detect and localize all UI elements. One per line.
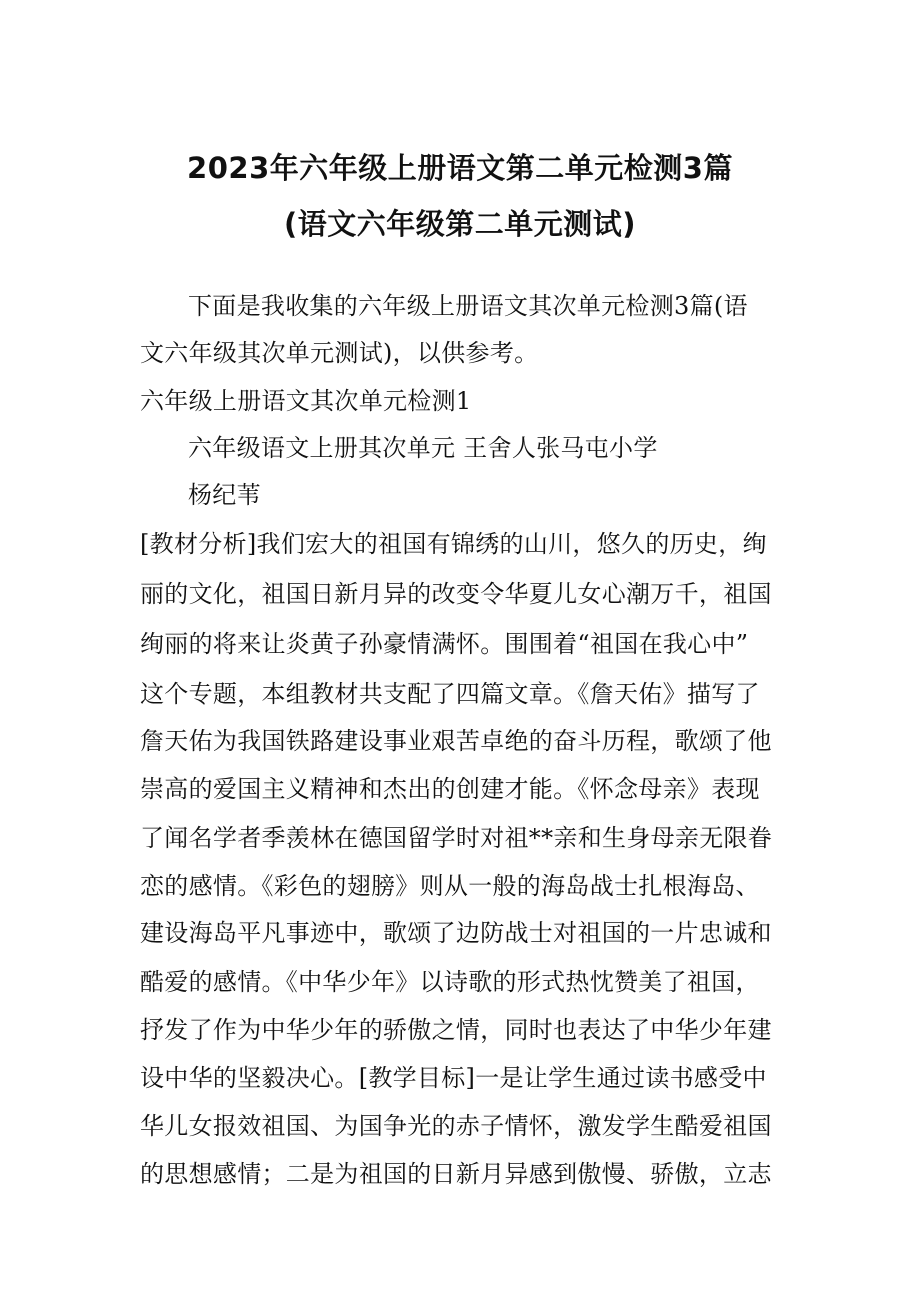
document-title-line-2: (语文六年级第二单元测试) <box>283 207 636 241</box>
body-line: 设中华的坚毅决心。[教学目标]一是让学生通过读书感受中 <box>140 1064 767 1092</box>
body-line: 绚丽的将来让炎黄子孙豪情满怀。围围着“祖国在我心中” <box>140 630 749 658</box>
byline-line-2: 杨纪苇 <box>188 481 261 509</box>
body-line: 这个专题，本组教材共支配了四篇文章。《詹天佑》描写了 <box>140 680 760 708</box>
body-line: 华儿女报效祖国、为国争光的赤子情怀，激发学生酷爱祖国 <box>140 1112 772 1140</box>
body-line: 酷爱的感情。《中华少年》以诗歌的形式热忱赞美了祖国， <box>140 968 760 996</box>
body-line: 抒发了作为中华少年的骄傲之情，同时也表达了中华少年建 <box>140 1016 772 1044</box>
byline-line-1: 六年级语文上册其次单元 王舍人张马屯小学 <box>188 434 658 462</box>
body-line: 建设海岛平凡事迹中，歌颂了边防战士对祖国的一片忠诚和 <box>140 919 772 947</box>
intro-line-2: 文六年级其次单元测试)，以供参考。 <box>140 339 539 367</box>
body-line: [教材分析]我们宏大的祖国有锦绣的山川，悠久的历史，绚 <box>140 530 767 558</box>
body-line: 的思想感情；二是为祖国的日新月异感到傲慢、骄傲，立志 <box>140 1160 772 1188</box>
section-heading: 六年级上册语文其次单元检测1 <box>140 387 472 415</box>
intro-line-1: 下面是我收集的六年级上册语文其次单元检测3篇(语 <box>188 292 748 320</box>
body-line: 恋的感情。《彩色的翅膀》则从一般的海岛战士扎根海岛、 <box>140 872 760 900</box>
body-line: 了闻名学者季羡林在德国留学时对祖**亲和生身母亲无限眷 <box>140 824 773 852</box>
body-line: 丽的文化，祖国日新月异的改变令华夏儿女心潮万千，祖国 <box>140 580 772 608</box>
body-line: 詹天佑为我国铁路建设事业艰苦卓绝的奋斗历程，歌颂了他 <box>140 727 772 755</box>
body-line: 崇高的爱国主义精神和杰出的创建才能。《怀念母亲》表现 <box>140 775 760 803</box>
document-title-line-1: 2023年六年级上册语文第二单元检测3篇 <box>187 151 733 185</box>
